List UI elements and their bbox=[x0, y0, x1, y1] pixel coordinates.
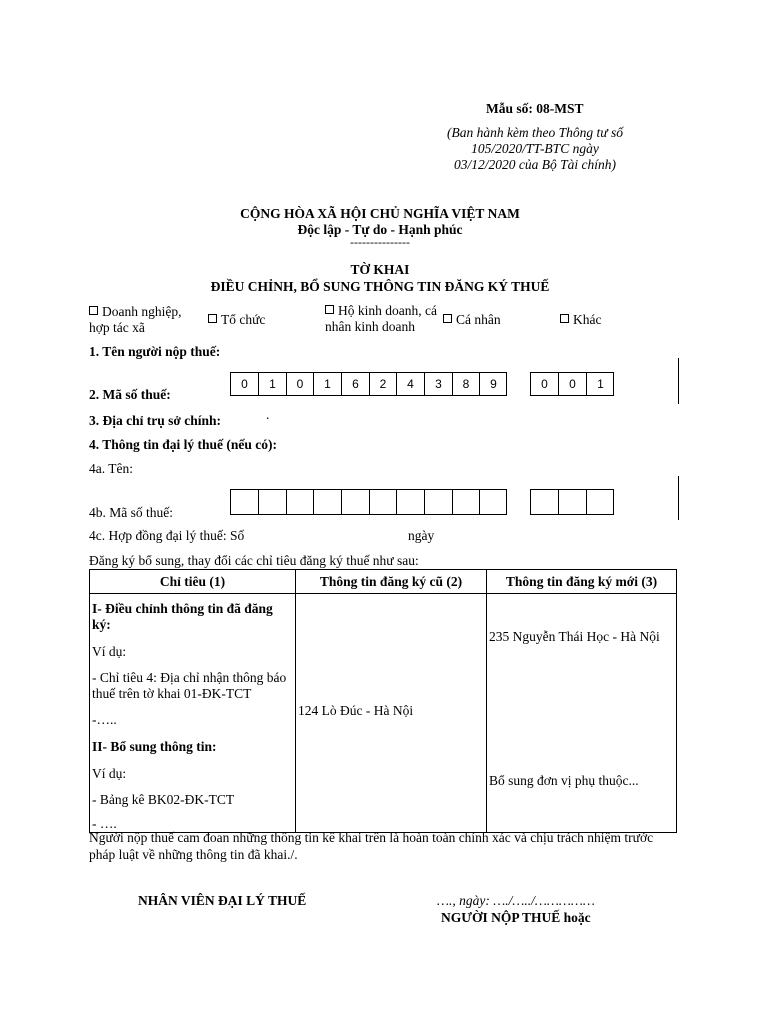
page-subtitle: ĐIỀU CHỈNH, BỔ SUNG THÔNG TIN ĐĂNG KÝ THUẾ bbox=[210, 279, 550, 294]
tax-code-suffix-boxes[interactable] bbox=[530, 372, 614, 396]
tax-code-suffix-digit: 1 bbox=[597, 377, 604, 391]
tax-agent-info-label: 4. Thông tin đại lý thuế (nếu có): bbox=[89, 437, 278, 452]
type-option-enterprise[interactable] bbox=[89, 304, 181, 336]
type-label: Tổ chức bbox=[221, 312, 266, 327]
agent-name-label: 4a. Tên: bbox=[89, 461, 133, 476]
type-label: hợp tác xã bbox=[89, 320, 145, 335]
tax-code-label: 2. Mã số thuế: bbox=[89, 387, 171, 402]
agent-tax-code-digit bbox=[342, 490, 370, 514]
tax-code-digit: 2 bbox=[370, 373, 397, 395]
agent-tax-code-digit bbox=[425, 490, 453, 514]
agent-tax-code-digit bbox=[231, 490, 259, 514]
type-label: Hộ kinh doanh, cá bbox=[338, 303, 437, 318]
taxpayer-signature-title: NGƯỜI NỘP THUẾ hoặc bbox=[441, 910, 591, 925]
checkbox-icon bbox=[325, 305, 334, 314]
type-label: Doanh nghiệp, bbox=[102, 304, 182, 319]
tax-code-digit: 4 bbox=[397, 373, 425, 395]
margin-rule bbox=[678, 476, 679, 520]
tax-code-digit: 6 bbox=[342, 373, 370, 395]
separator: --------------- bbox=[350, 235, 410, 249]
criteria-ellipsis: - …. bbox=[92, 816, 117, 831]
taxpayer-name-label: 1. Tên người nộp thuế: bbox=[89, 344, 221, 359]
agent-tax-code-digit bbox=[287, 490, 314, 514]
criteria-item: - Chỉ tiêu 4: Địa chỉ nhận thông báo thuế trên tờ khai 01-ĐK-TCT bbox=[92, 670, 287, 701]
head-office-address-value: . bbox=[266, 407, 270, 422]
margin-rule bbox=[678, 358, 679, 404]
form-code: Mẫu số: 08-MST bbox=[486, 101, 584, 116]
agent-tax-code-label: 4b. Mã số thuế: bbox=[89, 505, 173, 520]
declaration-text: Người nộp thuế cam đoan những thông tin kê khai trên là hoàn toàn chính xác và chịu trách nhiệm trước pháp luật về những thông tin đã khai./. bbox=[89, 830, 654, 862]
example-label: Ví dụ: bbox=[92, 644, 127, 659]
agent-tax-code-suffix-digit bbox=[587, 490, 614, 514]
agent-tax-code-suffix-digit bbox=[531, 490, 559, 514]
tax-code-suffix-digit: 0 bbox=[531, 373, 559, 395]
old-value: 124 Lò Đúc - Hà Nội bbox=[298, 703, 414, 718]
table-row bbox=[90, 594, 677, 833]
agent-tax-code-digit bbox=[397, 490, 425, 514]
agent-tax-code-suffix-boxes[interactable] bbox=[530, 489, 614, 515]
section-title: I- Điều chỉnh thông tin đã đăng ký: bbox=[92, 601, 273, 632]
agent-contract-date-label: ngày bbox=[408, 528, 435, 543]
agent-tax-code-suffix-digit bbox=[559, 490, 587, 514]
example-label: Ví dụ: bbox=[92, 766, 127, 781]
agent-tax-code-digit bbox=[453, 490, 480, 514]
old-info-cell bbox=[296, 594, 487, 833]
issued-note-line: 105/2020/TT-BTC ngày bbox=[471, 141, 599, 156]
new-info-cell bbox=[487, 594, 677, 833]
tax-code-digit: 8 bbox=[453, 373, 480, 395]
new-value: Bổ sung đơn vị phụ thuộc... bbox=[489, 773, 639, 788]
section-title: II- Bổ sung thông tin: bbox=[92, 739, 217, 754]
type-option-individual[interactable] bbox=[443, 312, 501, 328]
type-option-other[interactable] bbox=[560, 312, 601, 328]
column-header: Chỉ tiêu (1) bbox=[90, 570, 296, 594]
head-office-address-label: 3. Địa chỉ trụ sở chính: bbox=[89, 413, 221, 428]
agent-contract-label: 4c. Hợp đồng đại lý thuế: Số bbox=[89, 528, 245, 543]
checkbox-icon bbox=[89, 306, 98, 315]
agent-signature-title: NHÂN VIÊN ĐẠI LÝ THUẾ bbox=[138, 893, 307, 908]
type-option-household[interactable] bbox=[325, 303, 437, 335]
criteria-ellipsis: -….. bbox=[92, 712, 117, 727]
issued-note-line: 03/12/2020 của Bộ Tài chính) bbox=[454, 157, 616, 172]
tax-code-digit: 1 bbox=[314, 373, 342, 395]
checkbox-icon bbox=[443, 314, 452, 323]
type-option-organization[interactable] bbox=[208, 312, 265, 328]
tax-code-digit: 0 bbox=[287, 373, 314, 395]
registration-table bbox=[89, 569, 677, 833]
checkbox-icon bbox=[560, 314, 569, 323]
type-label: Cá nhân bbox=[456, 312, 501, 327]
date-line: …., ngày: …./…../…………… bbox=[437, 893, 595, 908]
page-title: TỜ KHAI bbox=[350, 262, 410, 277]
issued-note bbox=[430, 125, 640, 173]
agent-tax-code-digit bbox=[259, 490, 287, 514]
checkbox-icon bbox=[208, 314, 217, 323]
agent-tax-code-digit bbox=[314, 490, 342, 514]
column-header: Thông tin đăng ký mới (3) bbox=[487, 570, 677, 594]
type-label: Khác bbox=[573, 312, 602, 327]
table-header-row bbox=[90, 570, 677, 594]
nation-heading: CỘNG HÒA XÃ HỘI CHỦ NGHĨA VIỆT NAM bbox=[240, 206, 520, 221]
agent-tax-code-digit bbox=[370, 490, 397, 514]
agent-tax-code-digit bbox=[480, 490, 507, 514]
tax-code-digit: 3 bbox=[425, 373, 453, 395]
criteria-item: - Bảng kê BK02-ĐK-TCT bbox=[92, 792, 235, 807]
tax-code-boxes[interactable] bbox=[230, 372, 507, 396]
motto: Độc lập - Tự do - Hạnh phúc bbox=[297, 222, 463, 237]
tax-code-suffix-digit: 0 bbox=[559, 373, 587, 395]
tax-code-digit: 0 bbox=[231, 373, 259, 395]
register-intro: Đăng ký bổ sung, thay đổi các chỉ tiêu đăng ký thuế như sau: bbox=[89, 553, 419, 568]
agent-tax-code-boxes[interactable] bbox=[230, 489, 507, 515]
issued-note-line: (Ban hành kèm theo Thông tư số bbox=[446, 125, 624, 140]
type-label: nhân kinh doanh bbox=[325, 319, 415, 334]
new-value: 235 Nguyễn Thái Học - Hà Nội bbox=[489, 629, 660, 644]
tax-code-digit: 1 bbox=[259, 373, 287, 395]
tax-code-digit: 9 bbox=[490, 377, 497, 391]
column-header: Thông tin đăng ký cũ (2) bbox=[296, 570, 487, 594]
criteria-cell bbox=[90, 594, 296, 833]
